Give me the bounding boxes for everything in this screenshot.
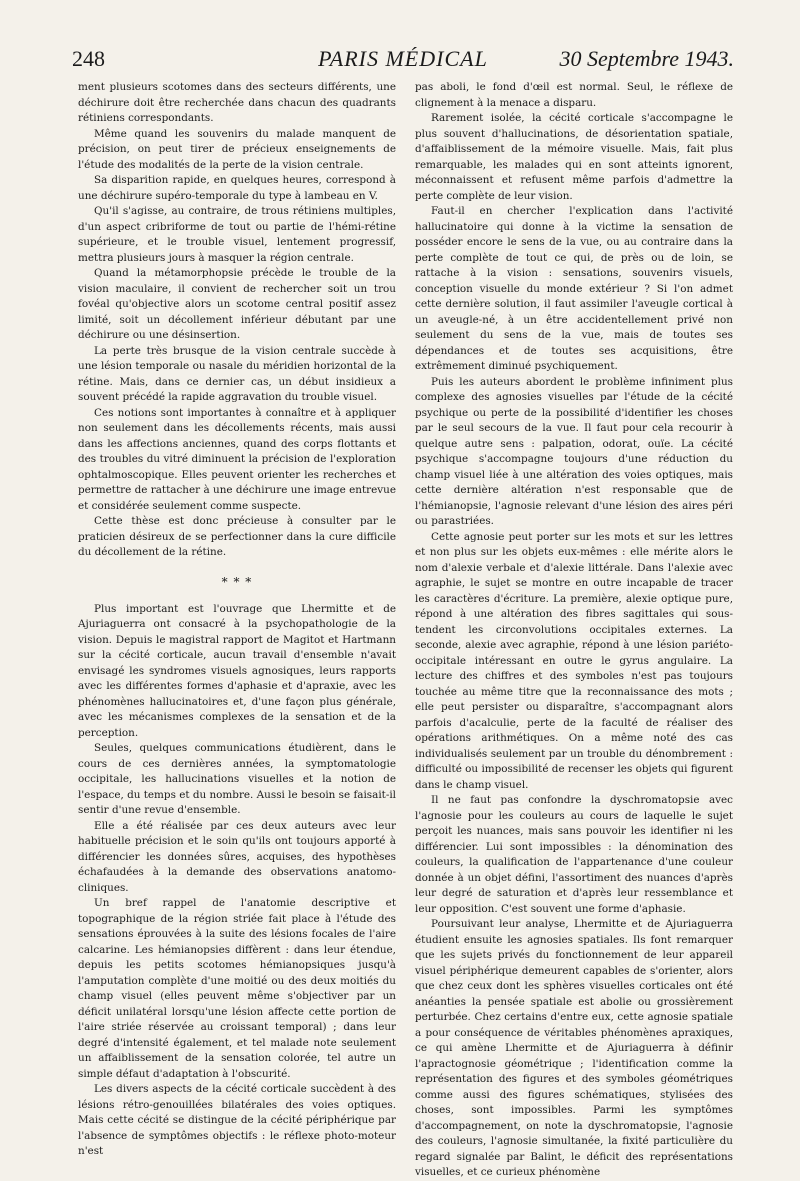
paragraph: Plus important est l'ouvrage que Lhermitte et de Ajuriaguerra ont consacré à la psychopathologie de la vision. Depuis le magistral rapport de Magitot et Hartmann sur la cécité corticale, aucun travail d'ensemble n'avait envisagé les syndromes visuels agnosiques, leurs rapports avec les différentes formes d'aphasie et d'apraxie, avec les phénomènes hallucinatoires et, d'une façon plus générale, avec les mécanismes complexes de la sensation et de la perception. — [78, 602, 396, 739]
paragraph: Les divers aspects de la cécité corticale succèdent à des lésions rétro-genouillées bilatérales des voies optiques. Mais cette cécité se distingue de la cécité périphérique par l'absence de symptômes objectifs : le réflexe photo-moteur n'est — [78, 1083, 396, 1157]
paragraph: ment plusieurs scotomes dans des secteurs différents, une déchirure doit être recherchée dans chacun des quadrants rétiniens correspondants. — [78, 81, 396, 124]
page-number: 248 — [72, 46, 105, 71]
paragraph: La perte très brusque de la vision centrale succède à une lésion temporale ou nasale du méridien horizontal de la rétine. Mais, dans ce dernier cas, un début insidieux a souvent précédé la rapide aggravation du trouble visuel. — [78, 344, 396, 403]
paragraph: Ces notions sont importantes à connaître et à appliquer non seulement dans les décollements récents, mais aussi dans les affections anciennes, quand des corps flottants et des troubles du vitré diminuent la précision de l'exploration ophtalmoscopique. Elles peuvent orienter les recherches et permettre de rattacher à une déchirure une image entrevue et considérée seulement comme suspecte. — [78, 406, 396, 512]
paragraph: Même quand les souvenirs du malade manquent de précision, on peut tirer de précieux enseignements de l'étude des modalités de la perte de la vision centrale. — [78, 127, 396, 171]
paragraph: Cette agnosie peut porter sur les mots et sur les lettres et non plus sur les objets eux-mêmes : elle mérite alors le nom d'alexie verbale et d'alexie littérale. Dans l'alexie avec agraphie, le sujet se montre en outre incapable de tracer les caractères d'écriture. La première, alexie optique pure, répond à une altération des fibres sagittales qui sous-tendent les circonvolutions occipitales externes. La seconde, alexie avec agraphie, répond à une lésion pariéto-occipitale intéressant en outre le gyrus angulaire. La lecture des chiffres et des symboles n'est pas toujours touchée au même titre que la reconnaissance des mots ; elle peut persister ou disparaître, s'accompagnant alors parfois d'acalculie, perte de la faculté de réaliser des opérations arithmétiques. On a même noté des cas individualisés seulement par un trouble du dénombrement : difficulté ou impossibilité de recenser les objets qui figurent dans le champ visuel. — [415, 530, 733, 791]
paragraph: pas aboli, le fond d'œil est normal. Seul, le réflexe de clignement à la menace a disparu. — [415, 81, 733, 109]
paragraph: Faut-il en chercher l'explication dans l'activité hallucinatoire qui donne à la victime la sensation de posséder encore le sens de la vue, ou au contraire dans la perte complète de tout ce qui, de près ou de loin, se rattache à la vision : sensations, souvenirs visuels, conception visuelle du monde extérieur ? Si l'on admet cette dernière solution, il faut assimiler l'aveugle cortical à un aveugle-né, à un être accidentellement privé non seulement du sens de la vue, mais de toutes ses dépendances et de toutes ses acquisitions, être extrêmement diminué psychiquement. — [415, 205, 733, 372]
page-header — [72, 44, 734, 78]
paragraph: Il ne faut pas confondre la dyschromatopsie avec l'agnosie pour les couleurs au cours de laquelle le sujet perçoit les nuances, mais sans pouvoir les identifier ni les différencier. Lui sont impossibles : la dénomination des couleurs, la qualification de l'appartenance d'une couleur donnée à un objet défini, l'assortiment des nuances d'après leur degré de saturation et d'après leur ressemblance et leur opposition. C'est souvent une forme d'aphasie. — [415, 794, 733, 915]
paragraph: Quand la métamorphopsie précède le trouble de la vision maculaire, il convient de rechercher soit un trou fovéal qu'objective alors un scotome central positif assez limité, soit un décollement inférieur débutant par une déchirure ou une désinsertion. — [78, 267, 396, 341]
paragraph: Seules, quelques communications étudièrent, dans le cours de ces dernières années, la symptomatologie occipitale, les hallucinations visuelles et la notion de l'espace, du temps et du nombre. Aussi le besoin se faisait-il sentir d'une revue d'ensemble. — [78, 742, 396, 816]
paragraph: Un bref rappel de l'anatomie descriptive et topographique de la région striée fait place à l'étude des sensations éprouvées à la suite des lésions focales de l'aire calcarine. Les hémianopsies diffèrent : dans leur étendue, depuis les petits scotomes hémianopsiques jusqu'à l'amputation complète d'une moitié ou des deux moitiés du champ visuel (elles peuvent même s'objectiver par un déficit unilatéral lorsqu'une lésion affecte cette portion de l'aire striée réservée au croissant temporal) ; dans leur degré d'intensité également, et tel malade note seulement un affaiblissement de la sensation colorée, tel autre un simple défaut d'adaptation à l'obscurité. — [78, 897, 396, 1080]
paragraph: Sa disparition rapide, en quelques heures, correspond à une déchirure supéro-temporale du type à lambeau en V. — [78, 174, 396, 202]
paragraph: Puis les auteurs abordent le problème infiniment plus complexe des agnosies visuelles par l'étude de la cécité psychique ou perte de la possibilité d'identifier les choses par le seul secours de la vue. Il faut pour cela recourir à quelque autre sens : palpation, odorat, ouïe. La cécité psychique s'accompagne toujours d'une réduction du champ visuel liée à une altération des voies optiques, mais cette dernière altération n'est responsable que de l'hémianopsie, l'agnosie relevant d'une lésion des aires péri ou parastriées. — [415, 375, 733, 527]
right-column — [415, 80, 733, 1181]
paragraph: Elle a été réalisée par ces deux auteurs avec leur habituelle précision et le soin qu'ils ont toujours apporté à différencier les données sûres, acquises, des hypothèses échafaudées à la demande des observations anatomo-cliniques. — [78, 819, 396, 894]
paragraph: Rarement isolée, la cécité corticale s'accompagne le plus souvent d'hallucinations, de désorientation spatiale, d'affaiblissement de la mémoire visuelle. Mais, fait plus remarquable, les malades qui en sont atteints ignorent, méconnaissent et refusent même parfois d'admettre la perte complète de leur vision. — [415, 112, 733, 202]
paragraph: Cette thèse est donc précieuse à consulter par le praticien désireux de se perfectionner dans la cure difficile du décollement de la rétine. — [78, 515, 396, 558]
left-column — [78, 80, 396, 1160]
issue-date: 30 Septembre 1943. — [559, 46, 734, 71]
journal-title: PARIS MÉDICAL — [318, 46, 488, 71]
paragraph: Poursuivant leur analyse, Lhermitte et de Ajuriaguerra étudient ensuite les agnosies spatiales. Ils font remarquer que les sujets privés du fonctionnement de leur appareil visuel périphérique demeurent capables de s'orienter, alors que chez ceux dont les sphères visuelles corticales ont été anéanties la pensée spatiale est abolie ou grossièrement perturbée. Chez certains d'entre eux, cette agnosie spatiale a pour conséquence de véritables phénomènes apraxiques, ce qui amène Lhermitte et de Ajuriaguerra à définir l'apractognosie géométrique ; l'identification comme la représentation des figures et des symboles géométriques comme aussi des figures schématiques, stylisées des choses, sont impossibles. Parmi les symptômes d'accompagnement, on note la dyschromatopsie, l'agnosie des couleurs, l'agnosie simultanée, la fixité particulière du regard signalée par Balint, le déficit des représentations visuelles, et ce curieux phénomène — [415, 918, 733, 1178]
paragraph: Qu'il s'agisse, au contraire, de trous rétiniens multiples, d'un aspect cribriforme de tout ou partie de l'hémi-rétine supérieure, et le trouble visuel, lentement progressif, mettra plusieurs jours à masquer la région centrale. — [78, 205, 396, 264]
section-separator: * * * — [221, 574, 253, 589]
